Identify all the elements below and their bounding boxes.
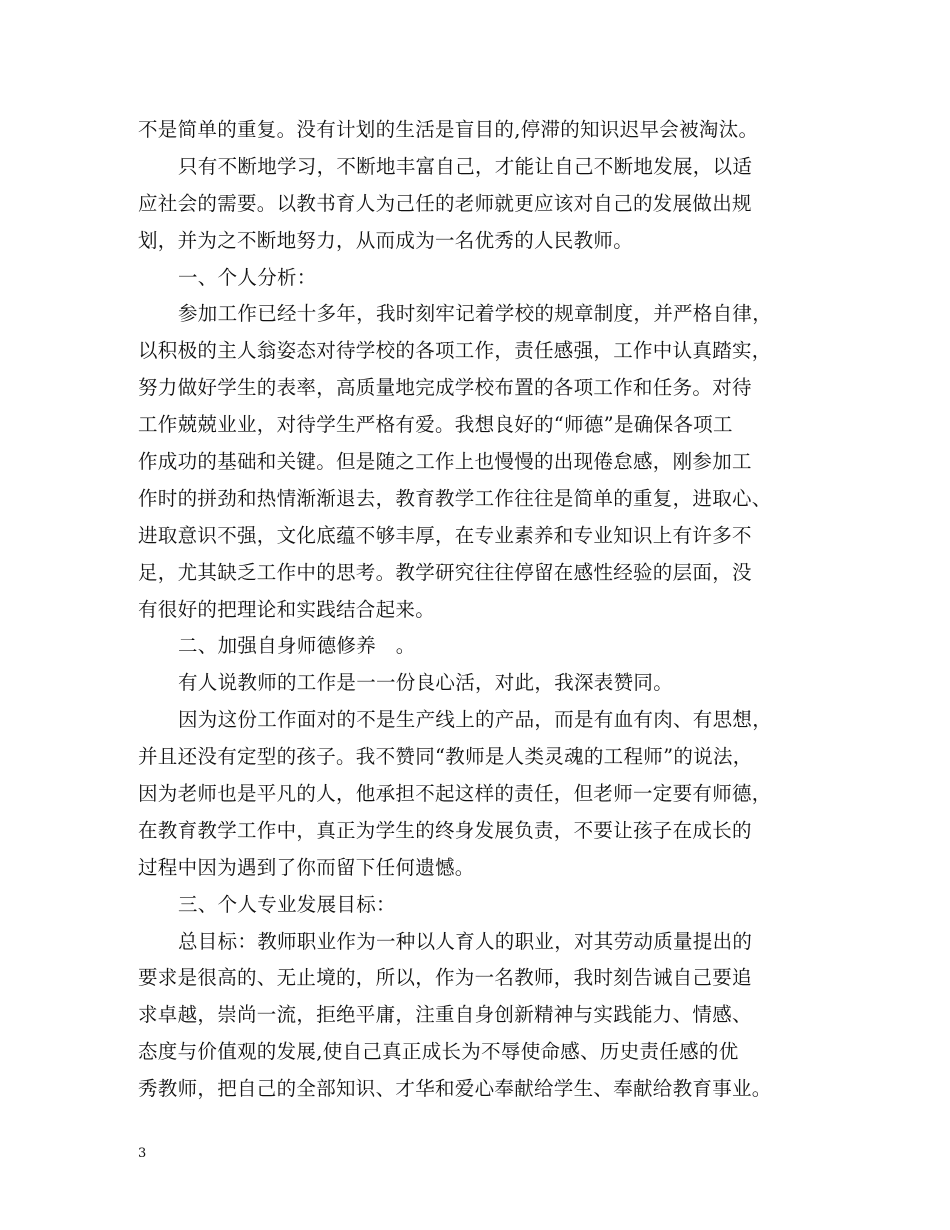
text-line: 不是简单的重复。没有计划的生活是盲目的,停滞的知识迟早会被淘汰。 [138,118,759,141]
text-line: 参加工作已经十多年，我时刻牢记着学校的规章制度，并严格自律， [178,302,773,326]
text-line: 努力做好学生的表率，高质量地完成学校布置的各项工作和任务。对待 [138,376,752,400]
text-line: 并且还没有定型的孩子。我不赞同“教师是人类灵魂的工程师”的说法， [138,745,753,769]
text-line: 要求是很高的、无止境的，所以，作为一名教师，我时刻告诫自己要追 [138,966,752,990]
body-text [138,112,828,1108]
text-line: 过程中因为遇到了你而留下任何遗憾。 [138,855,475,879]
text-line: 作成功的基础和关键。但是随之工作上也慢慢的出现倦怠感，刚参加工 [138,450,752,474]
text-line: 因为这份工作面对的不是生产线上的产品，而是有血有肉、有思想， [178,708,773,732]
text-line: 三、个人专业发展目标： [178,892,396,916]
text-line: 态度与价值观的发展,使自己真正成长为不辱使命感、历史责任感的优 [138,1040,739,1064]
page-number: 3 [138,1146,147,1161]
text-line: 有很好的把理论和实践结合起来。 [138,597,436,621]
text-line: 秀教师，把自己的全部知识、才华和爱心奉献给学生、奉献给教育事业。 [138,1077,772,1101]
text-line: 只有不断地学习，不断地丰富自己，才能让自己不断地发展，以适 [178,154,753,178]
text-line: 作时的拼劲和热情渐渐退去，教育教学工作往往是简单的重复，进取心、 [138,486,772,510]
text-line: 有人说教师的工作是一一份良心活，对此，我深表赞同。 [178,671,674,695]
text-line: 划，并为之不断地努力，从而成为一名优秀的人民教师。 [138,228,634,252]
text-line: 二、加强自身师德修养 。 [178,634,416,658]
text-line: 应社会的需要。以教书育人为己任的老师就更应该对自己的发展做出规 [138,191,752,215]
text-line: 足，尤其缺乏工作中的思考。教学研究往往停留在感性经验的层面，没 [138,560,752,584]
text-line: 一、个人分析： [178,265,317,289]
text-line: 进取意识不强，文化底蕴不够丰厚，在专业素养和专业知识上有许多不 [138,523,752,547]
text-line: 求卓越，崇尚一流，拒绝平庸，注重自身创新精神与实践能力、情感、 [138,1003,752,1027]
text-line: 以积极的主人翁姿态对待学校的各项工作，责任感强，工作中认真踏实， [138,339,772,363]
text-line: 工作兢兢业业，对待学生严格有爱。我想良好的“师德”是确保各项工 [138,413,733,437]
text-line: 在教育教学工作中，真正为学生的终身发展负责，不要让孩子在成长的 [138,818,752,842]
text-line: 总目标：教师职业作为一种以人育人的职业，对其劳动质量提出的 [178,929,753,953]
text-line: 因为老师也是平凡的人，他承担不起这样的责任，但老师一定要有师德， [138,782,772,806]
